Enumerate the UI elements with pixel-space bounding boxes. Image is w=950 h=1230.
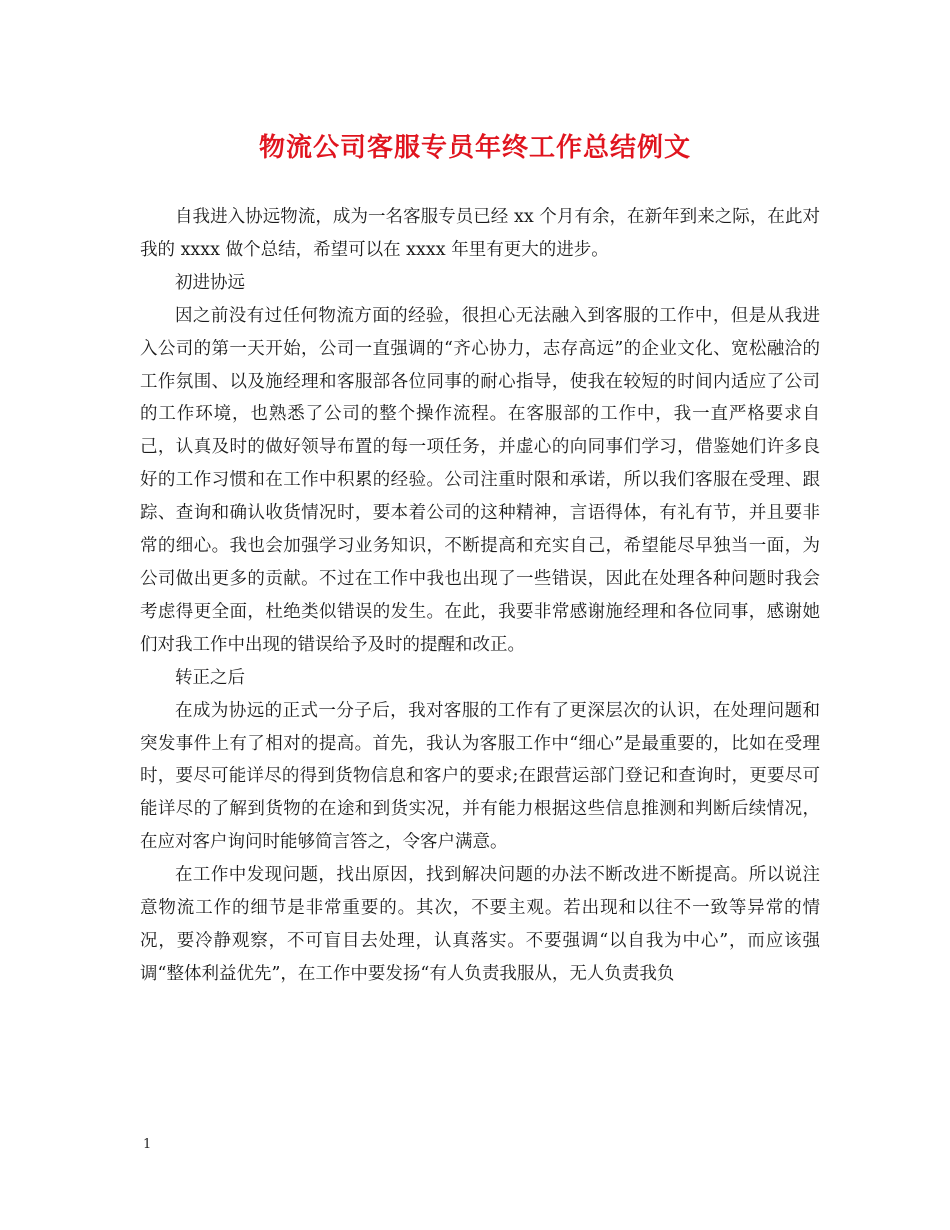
page-number: 1 — [143, 1137, 152, 1152]
section-heading-first-days: 初进协远 — [175, 272, 245, 293]
paragraph-first-days: 因之前没有过任何物流方面的经验，很担心无法融入到客服的工作中，但是从我进入公司的第一天开始，公司一直强调的“齐心协力，志存高远”的企业文化、宽松融洽的工作氛围、以及施经理和客服部各位同事的耐心指导，使我在较短的时间内适应了公司的工作环境，也熟悉了公司的整个操作流程。在客服部的工作中，我一直严格要求自己，认真及时的做好领导布置的每一项任务，并虚心的向同事们学习，借鉴她们许多良好的工作习惯和在工作中积累的经验。公司注重时限和承诺，所以我们客服在受理、跟踪、查询和确认收货情况时，要本着公司的这种精神，言语得体，有礼有节，并且要非常的细心。我也会加强学习业务知识，不断提高和充实自己，希望能尽早独当一面，为公司做出更多的贡献。不过在工作中我也出现了一些错误，因此在处理各种问题时我会考虑得更全面，杜绝类似错误的发生。在此，我要非常感谢施经理和各位同事，感谢她们对我工作中出现的错误给予及时的提醒和改正。 — [140, 305, 820, 655]
document-title: 物流公司客服专员年终工作总结例文 — [258, 133, 691, 163]
section-heading-after-probation: 转正之后 — [175, 667, 245, 688]
document-body — [140, 201, 820, 991]
paragraph-after-probation: 在成为协远的正式一分子后，我对客服的工作有了更深层次的认识，在处理问题和突发事件上有了相对的提高。首先，我认为客服工作中“细心”是最重要的，比如在受理时，要尽可能详尽的得到货物信息和客户的要求;在跟营运部门登记和查询时，更要尽可能详尽的了解到货物的在途和到货实况，并有能力根据这些信息推测和判断后续情况，在应对客户询问时能够简言答之，令客户满意。 — [140, 700, 820, 853]
paragraph-intro: 自我进入协远物流，成为一名客服专员已经 xx 个月有余，在新年到来之际，在此对我的 xxxx 做个总结，希望可以在 xxxx 年里有更大的进步。 — [140, 207, 820, 260]
paragraph-problem-solving: 在工作中发现问题，找出原因，找到解决问题的办法不断改进不断提高。所以说注意物流工作的细节是非常重要的。其次，不要主观。若出现和以往不一致等异常的情况，要冷静观察，不可盲目去处理，认真落实。不要强调“以自我为中心”，而应该强调“整体利益优先”，在工作中要发扬“有人负责我服从，无人负责我负 — [140, 865, 820, 984]
